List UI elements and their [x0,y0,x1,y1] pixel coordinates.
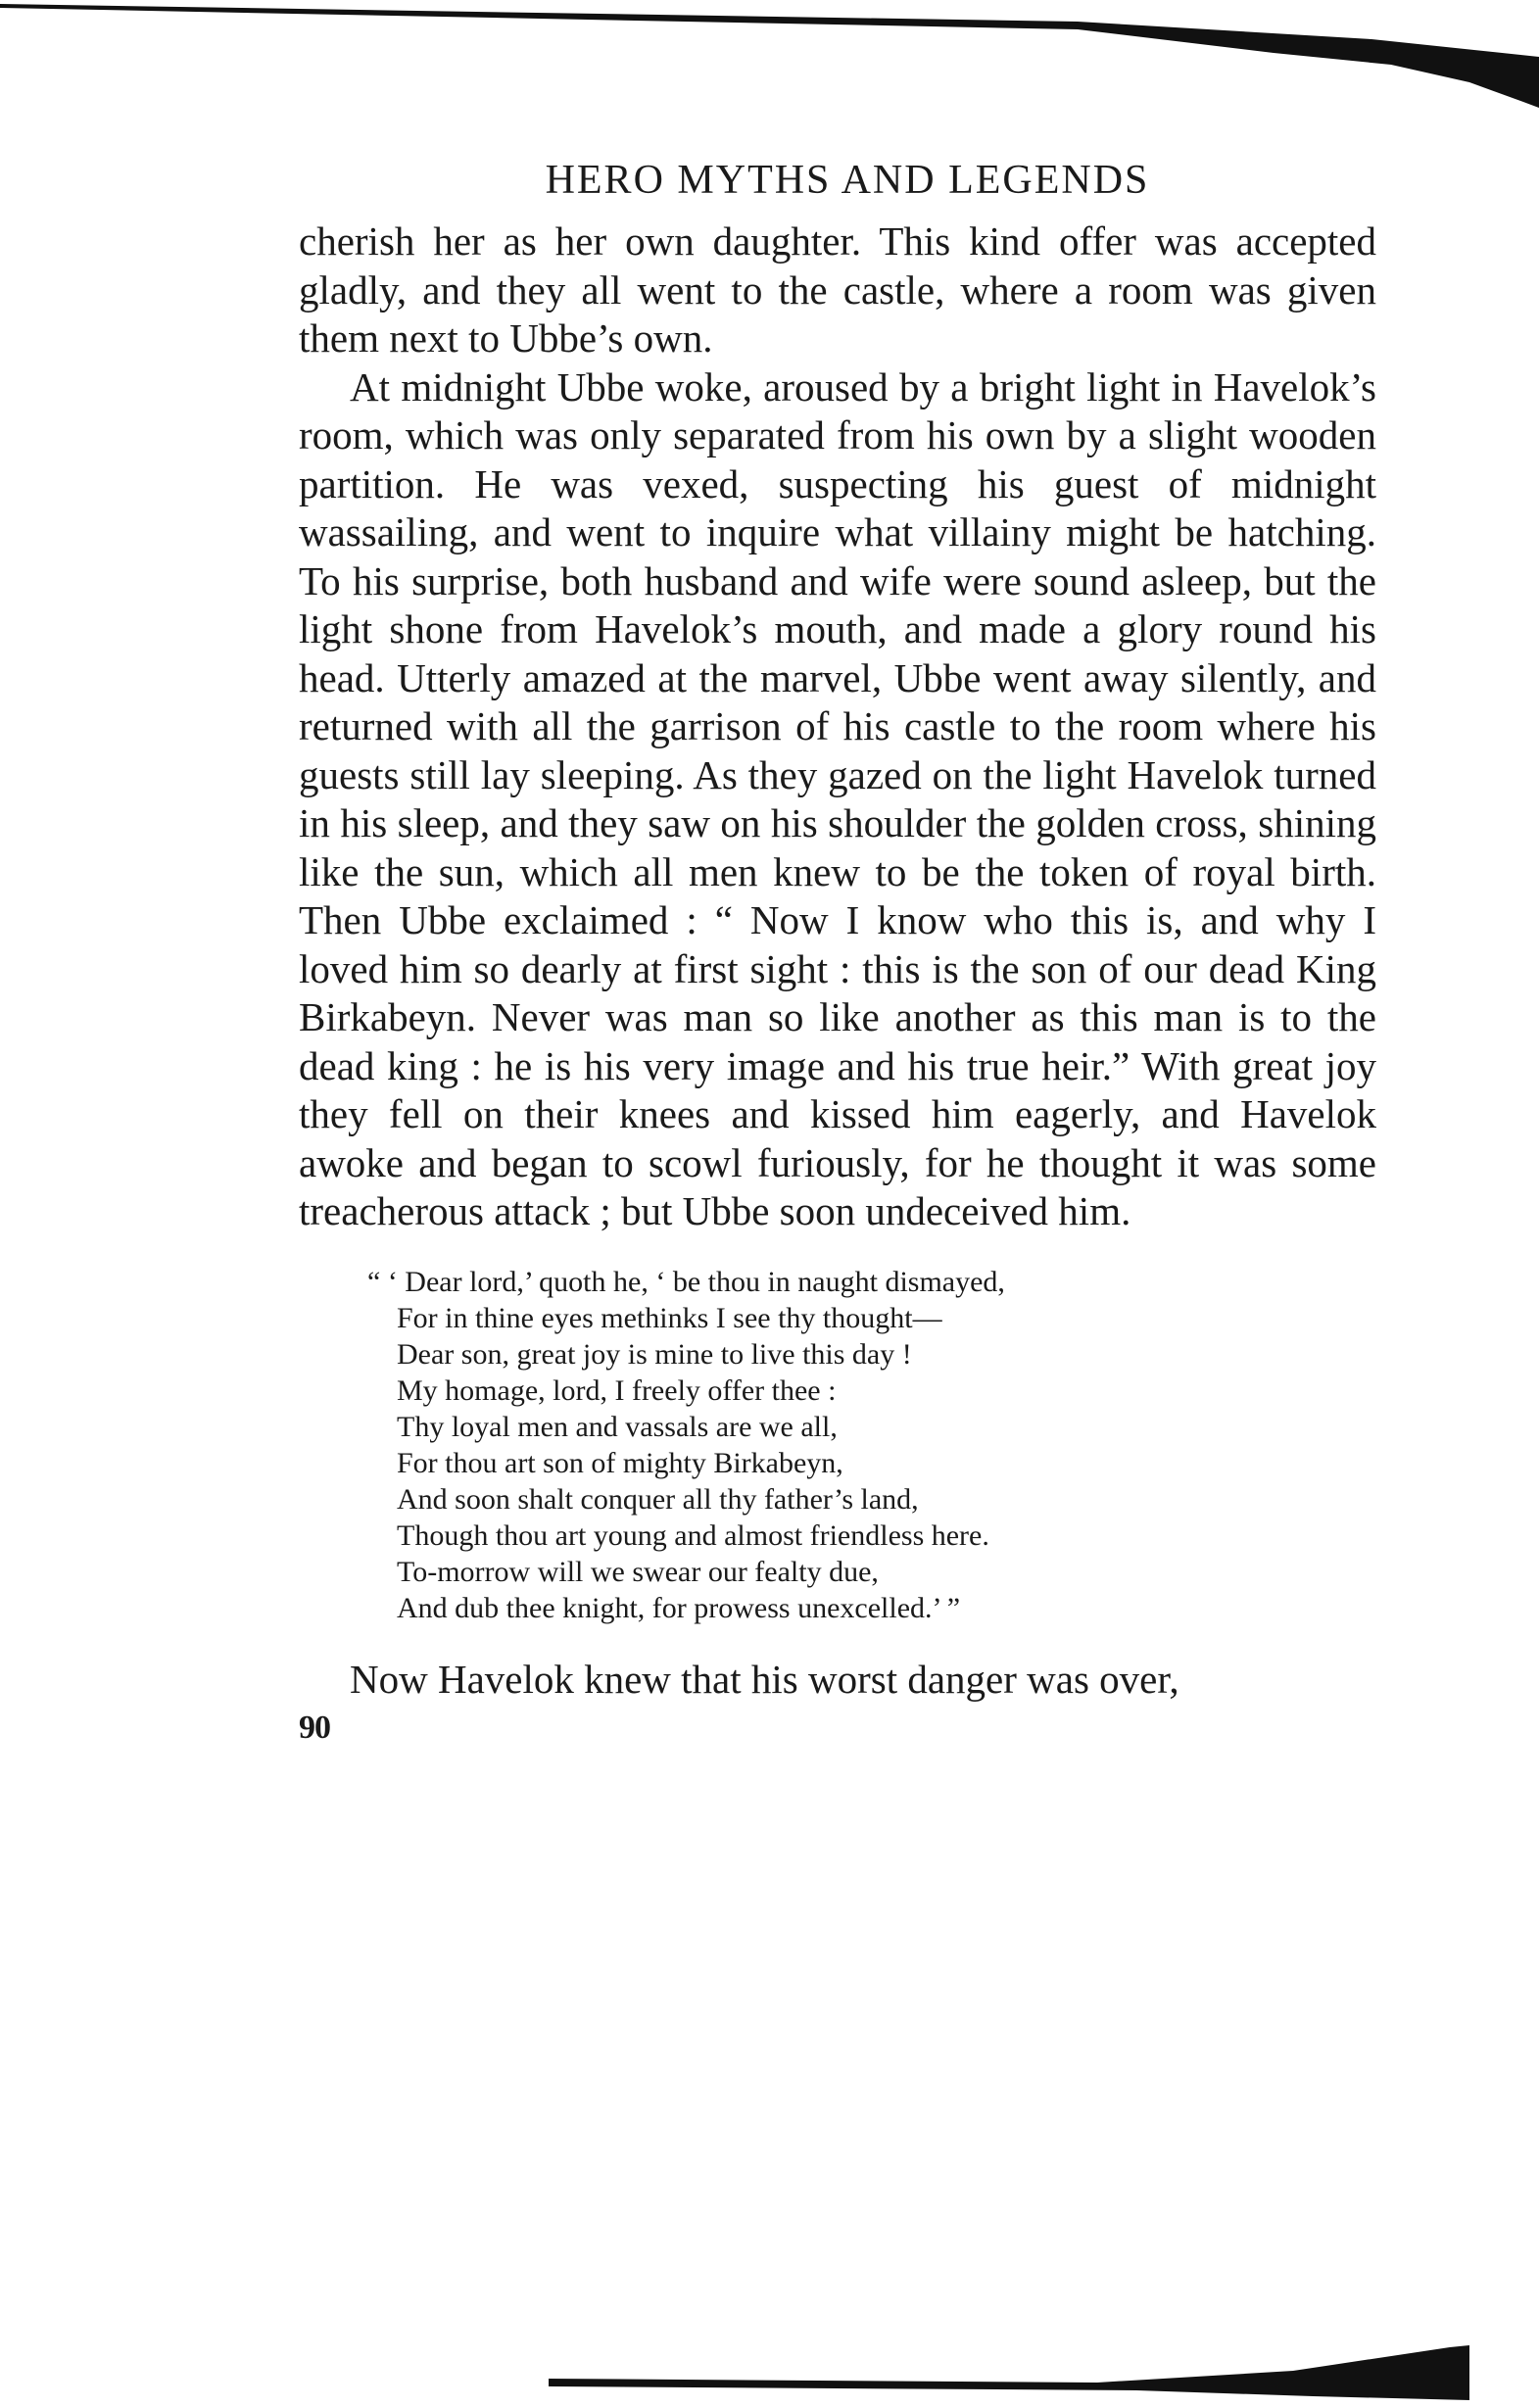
verse-line: For in thine eyes methinks I see thy thought— [397,1301,942,1334]
page-number: 90 [299,1710,330,1746]
closing-line: Now Havelok knew that his worst danger was over, [350,1656,1179,1702]
verse-line: And soon shalt conquer all thy father’s land, [397,1482,919,1516]
verse-line: To-morrow will we swear our fealty due, [397,1555,879,1588]
paragraph-midnight: At midnight Ubbe woke, aroused by a bright light in Havelok’s room, which was only separated from his own by a slight wooden partition. He was vexed, suspecting his guest of midnight wassailing, and went to inquire what villainy might be hatching. To his surprise, both husband and wife were sound asleep, but the light shone from Havelok’s mouth, and made a glory round his head. Utterly amazed at the marvel, Ubbe went away silently, and returned with all the garrison of his castle to the room where his guests still lay sleeping. As they gazed on the light Havelok turned in his sleep, and they saw on his shoulder the golden cross, shining like the sun, which all men knew to be the token of royal birth. Then Ubbe exclaimed : “ Now I know who this is, and why I loved him so dearly at first sight : this is the son of our dead King Birkabeyn. Never was man so like another as this man is to the dead king : he is his very image and his true heir.” With great joy they fell on their knees and kissed him eagerly, and Havelok awoke and began to scowl furiously, for he thought it was some treacherous attack ; but Ubbe soon undeceived him. [299,363,1376,1233]
paragraph-continued: cherish her as her own daughter. This kind offer was accepted gladly, and they all went to the castle, where a room was given them next to Ubbe’s own. [299,218,1376,361]
verse-block [367,1264,1376,1626]
verse-line: Though thou art young and almost friendless here. [397,1518,989,1552]
verse-line: For thou art son of mighty Birkabeyn, [397,1446,843,1479]
verse-line: Thy loyal men and vassals are we all, [397,1410,838,1443]
scan-edge-bottom [549,2341,1469,2408]
verse-line: My homage, lord, I freely offer thee : [397,1373,837,1407]
verse-line: “ ‘ Dear lord,’ quoth he, ‘ be thou in naught dismayed, [367,1265,1005,1298]
verse-line: Dear son, great joy is mine to live this day ! [397,1337,912,1371]
scan-edge-top [0,0,1539,108]
verse-line: And dub thee knight, for prowess unexcelled.’ ” [397,1591,961,1624]
running-head: HERO MYTHS AND LEGENDS [545,158,1150,203]
book-page [299,157,1376,1747]
